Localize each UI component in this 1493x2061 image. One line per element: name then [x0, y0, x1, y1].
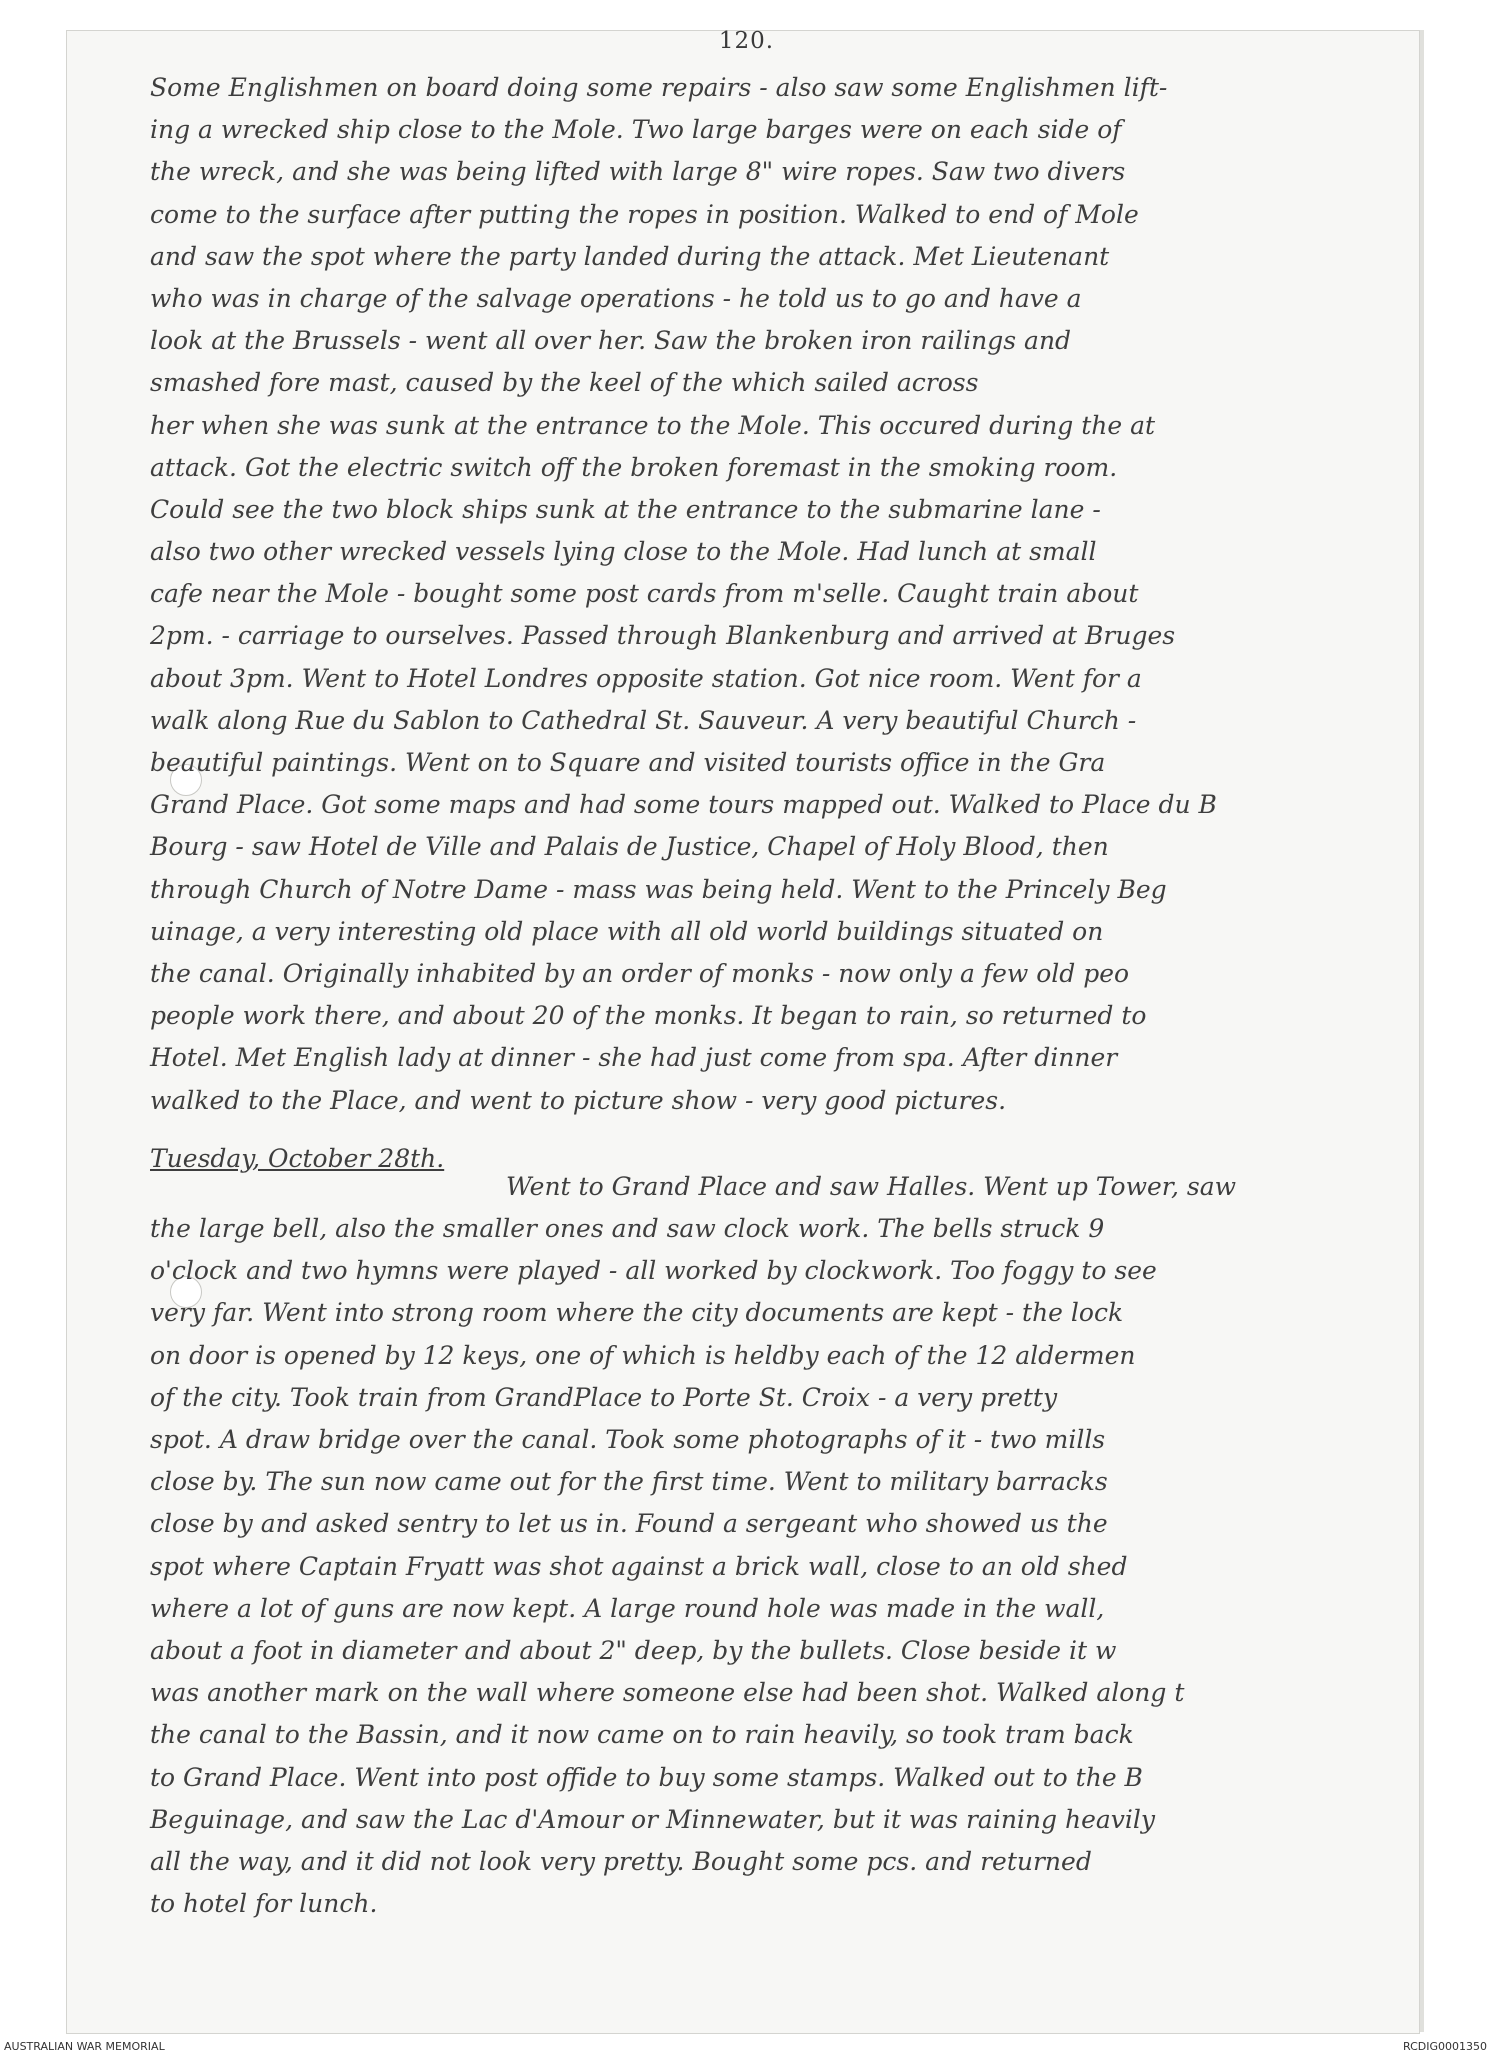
- text-line: come to the surface after putting the ropes in position. Walked to end of Mole: [150, 199, 1139, 229]
- text-line: the canal to the Bassin, and it now came on to rain heavily, so took tram back: [150, 1720, 1134, 1750]
- paragraph-monday: [150, 67, 1400, 1122]
- text-line: smashed fore mast, caused by the keel of the which sailed across: [150, 368, 979, 398]
- text-line: Could see the two block ships sunk at the entrance to the submarine lane -: [150, 494, 1101, 524]
- text-line: her when she was sunk at the entrance to the Mole. This occured during the at: [150, 410, 1156, 440]
- text-line: also two other wrecked vessels lying close to the Mole. Had lunch at small: [150, 537, 1097, 567]
- text-line: Went to Grand Place and saw Halles. Went up Tower, saw: [506, 1171, 1236, 1201]
- text-line: where a lot of guns are now kept. A large round hole was made in the wall,: [150, 1593, 1105, 1623]
- text-line: spot where Captain Fryatt was shot against a brick wall, close to an old shed: [150, 1551, 1128, 1581]
- text-line: and saw the spot where the party landed during the attack. Met Lieutenant: [150, 241, 1110, 271]
- text-line: cafe near the Mole - bought some post cards from m'selle. Caught train about: [150, 579, 1139, 609]
- text-line: walked to the Place, and went to picture show - very good pictures.: [150, 1085, 1007, 1115]
- diary-text: [150, 67, 1400, 1925]
- text-line: people work there, and about 20 of the monks. It began to rain, so returned to: [150, 1001, 1147, 1031]
- text-line: uinage, a very interesting old place with all old world buildings situated on: [150, 916, 1104, 946]
- date-heading-text: Tuesday, October 28th.: [150, 1143, 445, 1173]
- text-line: Hotel. Met English lady at dinner - she had just come from spa. After dinner: [150, 1043, 1118, 1073]
- text-line: Some Englishmen on board doing some repairs - also saw some Englishmen lift-: [150, 73, 1168, 102]
- page-edge-shadow: [1420, 30, 1424, 2032]
- page-number: 120.: [718, 28, 775, 54]
- text-line: through Church of Notre Dame - mass was being held. Went to the Princely Beg: [150, 874, 1167, 904]
- text-line: very far. Went into strong room where the city documents are kept - the lock: [150, 1298, 1124, 1328]
- text-line: the wreck, and she was being lifted with large 8" wire ropes. Saw two divers: [150, 157, 1126, 187]
- paragraph-gap: [150, 1122, 1400, 1138]
- text-line: to hotel for lunch.: [150, 1889, 378, 1919]
- text-line: on door is opened by 12 keys, one of which is heldby each of the 12 aldermen: [150, 1340, 1136, 1370]
- text-line: 2pm. - carriage to ourselves. Passed through Blankenburg and arrived at Bruges: [150, 621, 1176, 651]
- text-line: ing a wrecked ship close to the Mole. Two large barges were on each side of: [150, 115, 1122, 145]
- text-line: close by. The sun now came out for the first time. Went to military barracks: [150, 1467, 1108, 1497]
- text-line: Grand Place. Got some maps and had some tours mapped out. Walked to Place du B: [150, 790, 1217, 820]
- text-line: Beguinage, and saw the Lac d'Amour or Minnewater, but it was raining heavily: [150, 1804, 1156, 1834]
- text-line: the canal. Originally inhabited by an order of monks - now only a few old peo: [150, 958, 1130, 988]
- text-line: close by and asked sentry to let us in. Found a sergeant who showed us the: [150, 1509, 1108, 1539]
- text-line: who was in charge of the salvage operations - he told us to go and have a: [150, 283, 1082, 313]
- text-line: beautiful paintings. Went on to Square and visited tourists office in the Gra: [150, 748, 1106, 777]
- paragraph-tuesday: [150, 1166, 1400, 1925]
- text-line: the large bell, also the smaller ones and saw clock work. The bells struck 9: [150, 1214, 1105, 1244]
- footer-institution: AUSTRALIAN WAR MEMORIAL: [4, 2040, 165, 2053]
- text-line: about a foot in diameter and about 2" deep, by the bullets. Close beside it w: [150, 1635, 1117, 1665]
- text-line: Bourg - saw Hotel de Ville and Palais de Justice, Chapel of Holy Blood, then: [150, 832, 1109, 862]
- text-line: walk along Rue du Sablon to Cathedral St. Sauveur. A very beautiful Church -: [150, 705, 1137, 735]
- text-line: o'clock and two hymns were played - all worked by clockwork. Too foggy to see: [150, 1256, 1157, 1286]
- text-line: spot. A draw bridge over the canal. Took some photographs of it - two mills: [150, 1425, 1106, 1454]
- text-line: about 3pm. Went to Hotel Londres opposite station. Got nice room. Went for a: [150, 663, 1142, 693]
- text-line: of the city. Took train from GrandPlace to Porte St. Croix - a very pretty: [150, 1382, 1058, 1412]
- text-line: look at the Brussels - went all over her. Saw the broken iron railings and: [150, 326, 1072, 356]
- footer-catalogue-id: RCDIG0001350: [1402, 2040, 1487, 2053]
- text-line: attack. Got the electric switch off the broken foremast in the smoking room.: [150, 452, 1118, 482]
- text-line: to Grand Place. Went into post offide to buy some stamps. Walked out to the B: [150, 1762, 1143, 1792]
- text-line: was another mark on the wall where someone else had been shot. Walked along t: [150, 1678, 1185, 1708]
- text-line: all the way, and it did not look very pretty. Bought some pcs. and returned: [150, 1846, 1092, 1876]
